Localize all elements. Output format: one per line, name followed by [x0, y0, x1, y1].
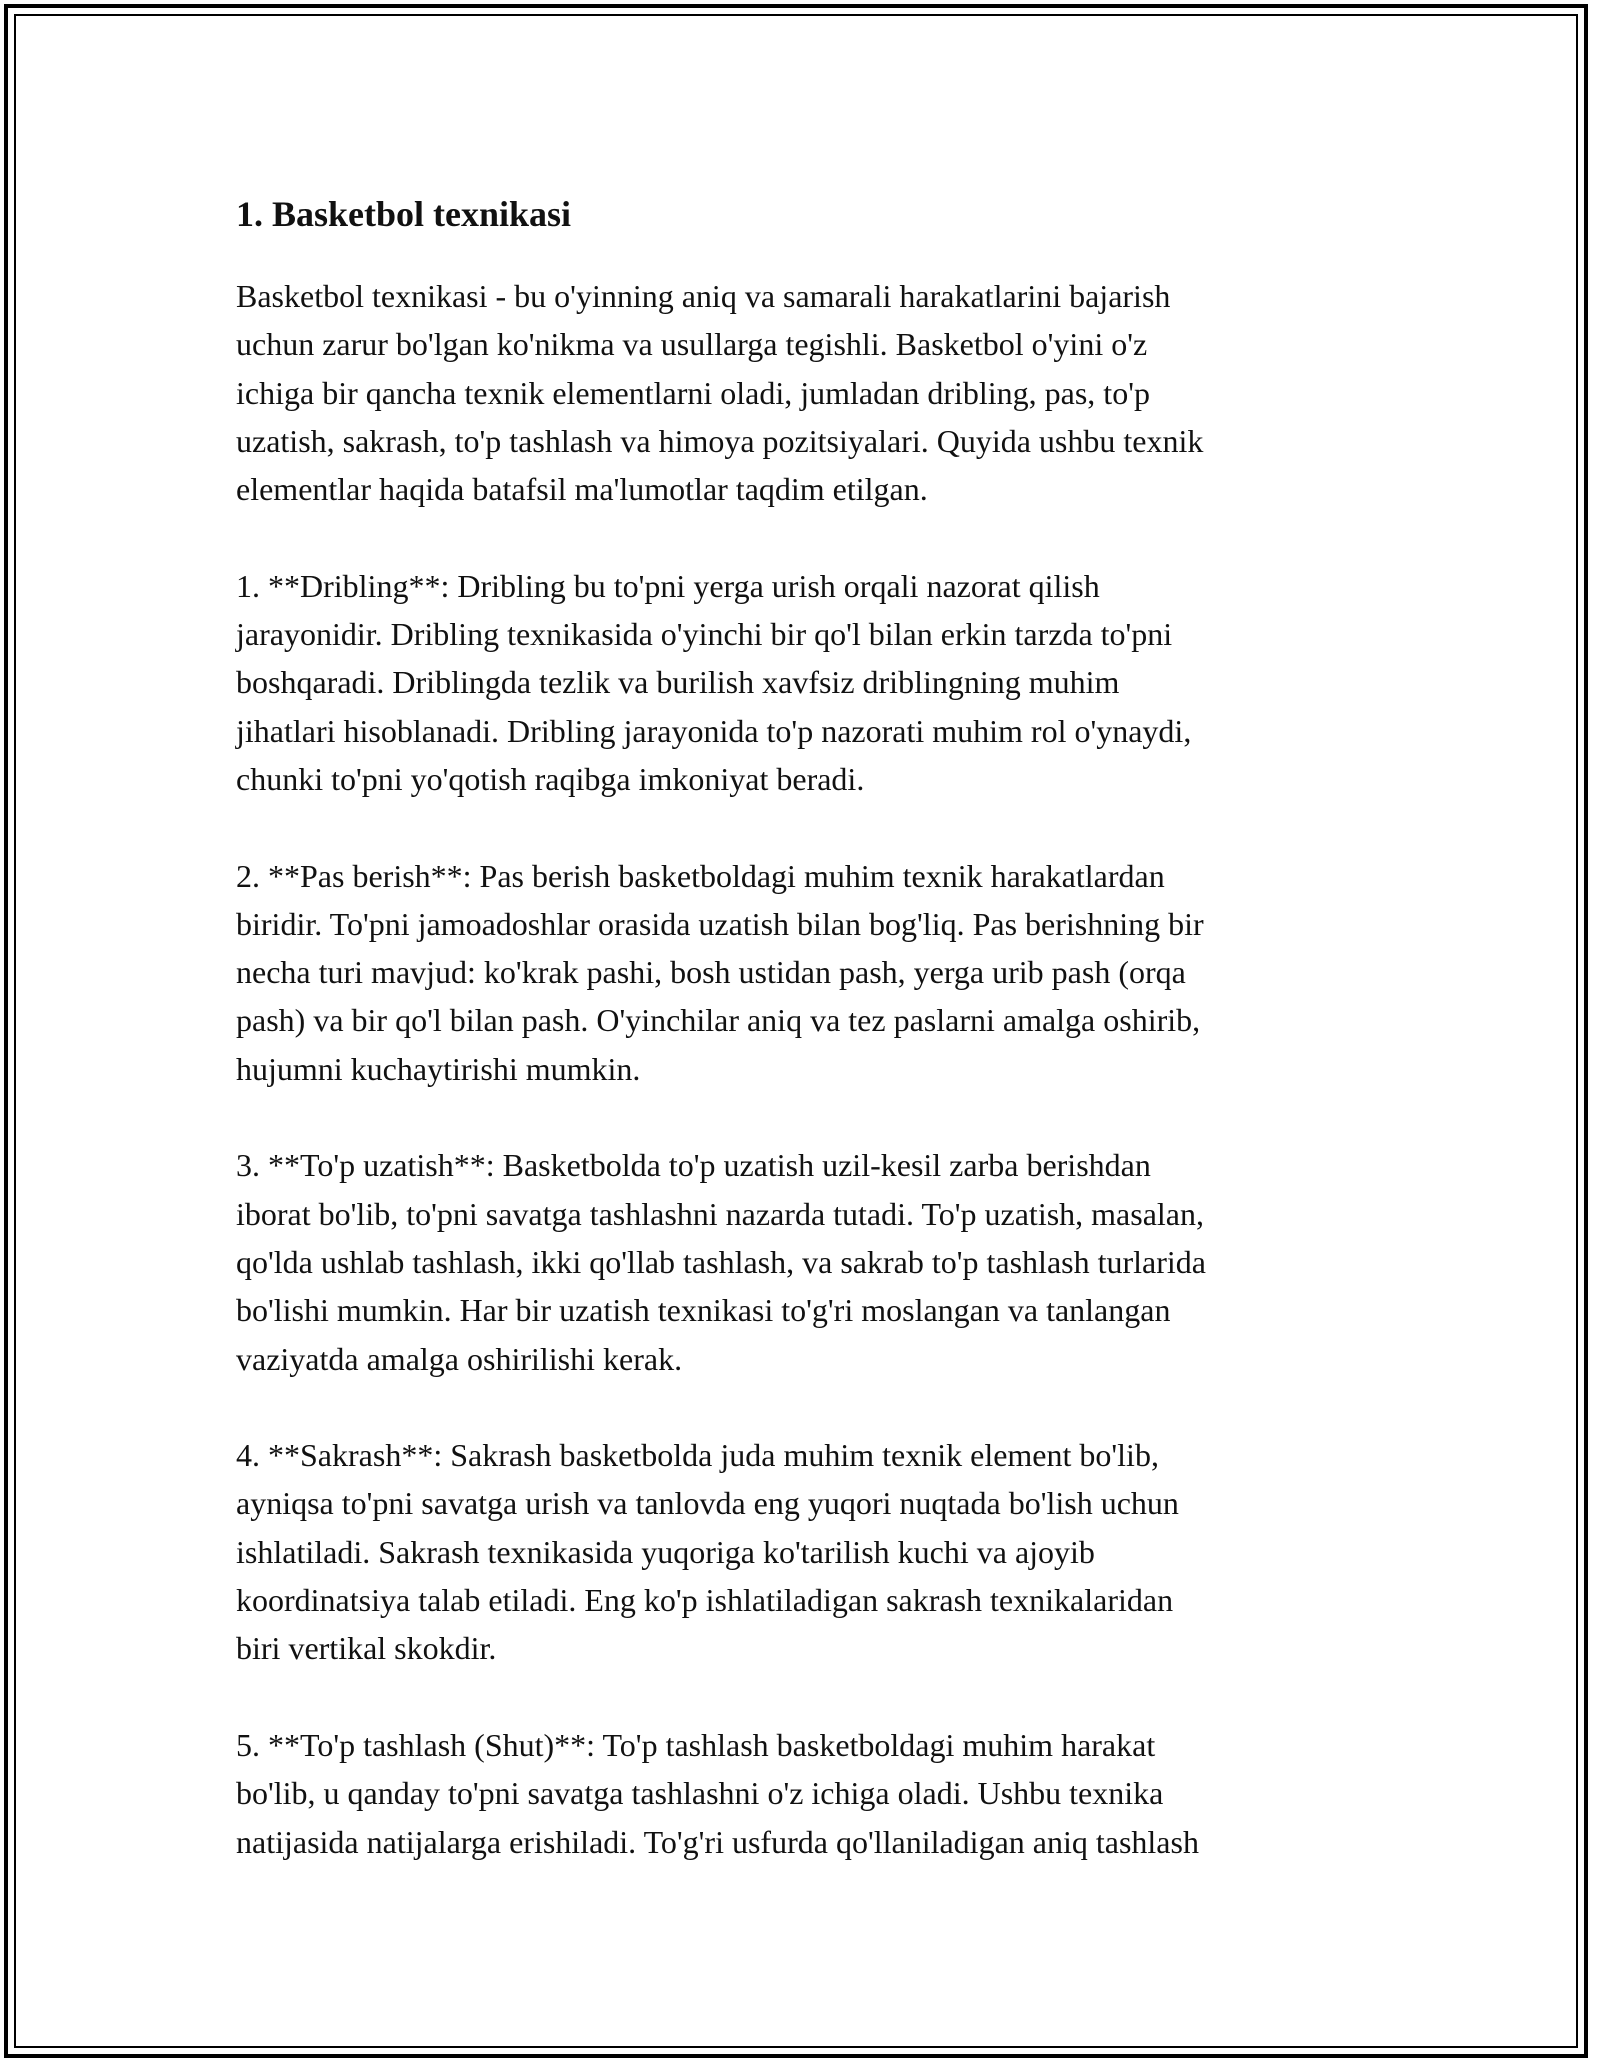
- document-body: [236, 186, 1366, 1914]
- shooting-paragraph: 5. **To'p tashlash (Shut)**: To'p tashlash basketboldagi muhim harakat bo'lib, u qanday to'pni savatga tashlashni o'z ichiga oladi. Ushbu texnika natijasida natijalarga erishiladi. To'g'ri usfurda qo'llaniladigan aniq tashlash: [236, 1726, 1199, 1860]
- ball-shot-paragraph: 3. **To'p uzatish**: Basketbolda to'p uzatish uzil-kesil zarba berishdan iborat bo'lib, to'pni savatga tashlashni nazarda tutadi. To'p uzatish, masalan, qo'lda ushlab tashlash, ikki qo'llab tashlash, va sakrab to'p tashlash turlarida bo'lishi mumkin. Har bir uzatish texnikasi to'g'ri moslangan va tanlangan vaziyatda amalga oshirilishi kerak.: [236, 1147, 1206, 1377]
- intro-paragraph: Basketbol texnikasi - bu o'yinning aniq va samarali harakatlarini bajarish uchun zarur bo'lgan ko'nikma va usullarga tegishli. Basketbol o'yini o'z ichiga bir qancha texnik elementlarni oladi, jumladan dribling, pas, to'p uzatish, sakrash, to'p tashlash va himoya pozitsiyalari. Quyida ushbu texnik elementlar haqida batafsil ma'lumotlar taqdim etilgan.: [236, 278, 1204, 508]
- passing-paragraph: 2. **Pas berish**: Pas berish basketboldagi muhim texnik harakatlardan biridir. To'pni jamoadoshlar orasida uzatish bilan bog'liq. Pas berishning bir necha turi mavjud: ko'krak pashi, bosh ustidan pash, yerga urib pash (orqa pash) va bir qo'l bilan pash. O'yinchilar aniq va tez paslarni amalga oshirib, hujumni kuchaytirishi mumkin.: [236, 857, 1204, 1087]
- section-title: 1. Basketbol texnikasi: [236, 194, 572, 234]
- dribbling-paragraph: 1. **Dribling**: Dribling bu to'pni yerga urish orqali nazorat qilish jarayonidir. Dribling texnikasida o'yinchi bir qo'l bilan erkin tarzda to'pni boshqaradi. Driblingda tezlik va burilish xavfsiz driblingning muhim jihatlari hisoblanadi. Dribling jarayonida to'p nazorati muhim rol o'ynaydi, chunki to'pni yo'qotish raqibga imkoniyat beradi.: [236, 567, 1192, 797]
- jumping-paragraph: 4. **Sakrash**: Sakrash basketbolda juda muhim texnik element bo'lib, ayniqsa to'pni savatga urish va tanlovda eng yuqori nuqtada bo'lish uchun ishlatiladi. Sakrash texnikasida yuqoriga ko'tarilish kuchi va ajoyib koordinatsiya talab etiladi. Eng ko'p ishlatiladigan sakrash texnikalaridan biri vertikal skokdir.: [236, 1437, 1179, 1667]
